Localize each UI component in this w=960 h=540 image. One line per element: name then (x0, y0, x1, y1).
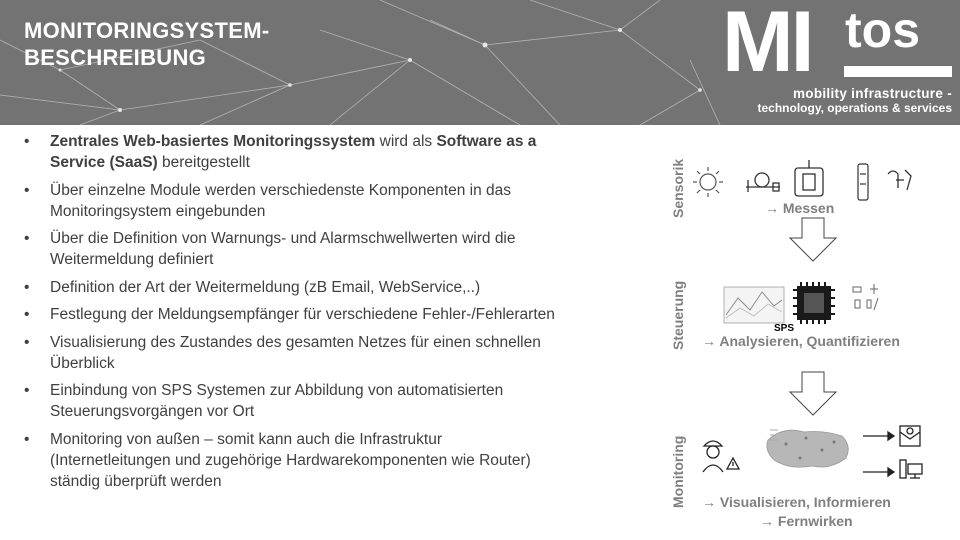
section-label-sensorik: Sensorik (670, 158, 686, 218)
step-analysieren: → Analysieren, Quantifizieren (702, 333, 900, 349)
bullet-dot: • (24, 333, 30, 351)
logo-tos: tos (845, 2, 920, 58)
bullet-text: Monitoring von außen – somit kann auch die Infrastruktur (Internetleitungen und zugehörige Hardwarekomponenten wie Router) ständig überprüft werden (50, 430, 531, 490)
step-messen: → Messen (765, 200, 835, 216)
small-parts-icon (853, 284, 878, 310)
title-line-2: BESCHREIBUNG (24, 45, 207, 70)
bullet-text: Über einzelne Module werden verschiedenste Komponenten in das Monitoringsystem eingebunden (50, 181, 511, 220)
down-arrow-2 (790, 372, 836, 415)
bullet-item (24, 228, 564, 270)
bullet-text: wird als (375, 133, 437, 150)
computer-icon (900, 460, 922, 478)
chip-icon (793, 282, 835, 324)
bullet-item (24, 277, 564, 298)
arrow-right-1 (863, 432, 894, 440)
map-icon (767, 430, 848, 467)
bullet-dot: • (24, 278, 30, 296)
arrow-right-2 (863, 468, 894, 476)
tool-icon (888, 170, 911, 190)
bullet-text-bold: Zentrales Web-basiertes Monitoringssystem (50, 133, 376, 150)
step-visualisieren: → Visualisieren, Informieren (702, 494, 891, 510)
logo-tagline-2: technology, operations & services (757, 101, 952, 115)
worker-icon (703, 441, 723, 472)
bullet-item (24, 332, 564, 374)
feature-list (24, 131, 564, 498)
bullet-text: Definition der Art der Weitermeldung (zB Email, WebService,..) (50, 278, 481, 296)
section-label-monitoring: Monitoring (670, 435, 686, 508)
bullet-dot: • (24, 133, 30, 150)
bullet-item (24, 304, 564, 325)
bullet-dot: • (24, 430, 30, 448)
section-label-steuerung: Steuerung (670, 280, 686, 350)
bullet-text: Festlegung der Meldungsempfänger für verschiedene Fehler-/Fehlerarten (50, 306, 555, 323)
page-title (24, 17, 269, 71)
device-icon (795, 160, 823, 196)
logo-mi: MI (722, 0, 812, 90)
logo-underline (844, 66, 952, 77)
bullet-dot: • (24, 181, 30, 199)
bullet-dot: • (24, 230, 30, 247)
mitos-logo (720, 0, 960, 120)
bullet-text: bereitgestellt (157, 154, 250, 171)
down-arrow-1 (790, 218, 836, 261)
bullet-dot: • (24, 382, 30, 399)
step-fernwirken: → Fernwirken (760, 513, 853, 529)
bullet-item (24, 131, 564, 173)
bullet-item (24, 380, 564, 422)
header-banner (0, 0, 960, 125)
bullet-item (24, 429, 564, 492)
email-icon (900, 426, 920, 446)
sun-icon (693, 167, 723, 197)
process-diagram (660, 140, 960, 540)
bottle-icon (858, 164, 868, 200)
bullet-text-bold: Software as a Service (SaaS) (50, 133, 537, 171)
bullet-text: Einbindung von SPS Systemen zur Abbildung von automatisierten Steuerungsvorgängen vor Ort (50, 382, 504, 420)
bullet-dot: • (24, 306, 30, 323)
chart-icon (724, 287, 784, 323)
bullet-text: Über die Definition von Warnungs- und Alarmschwellwerten wird die Weitermeldung definiert (50, 230, 516, 268)
chip-label: SPS (774, 323, 795, 334)
warning-icon (727, 458, 739, 469)
logo-tagline-1: mobility infrastructure - (792, 86, 952, 101)
bullet-text: Visualisierung des Zustandes des gesamten Netzes für einen schnellen Überblick (50, 333, 541, 372)
bullet-item (24, 180, 564, 222)
water-meter-icon (746, 173, 780, 192)
title-line-1: MONITORINGSYSTEM- (24, 18, 270, 43)
